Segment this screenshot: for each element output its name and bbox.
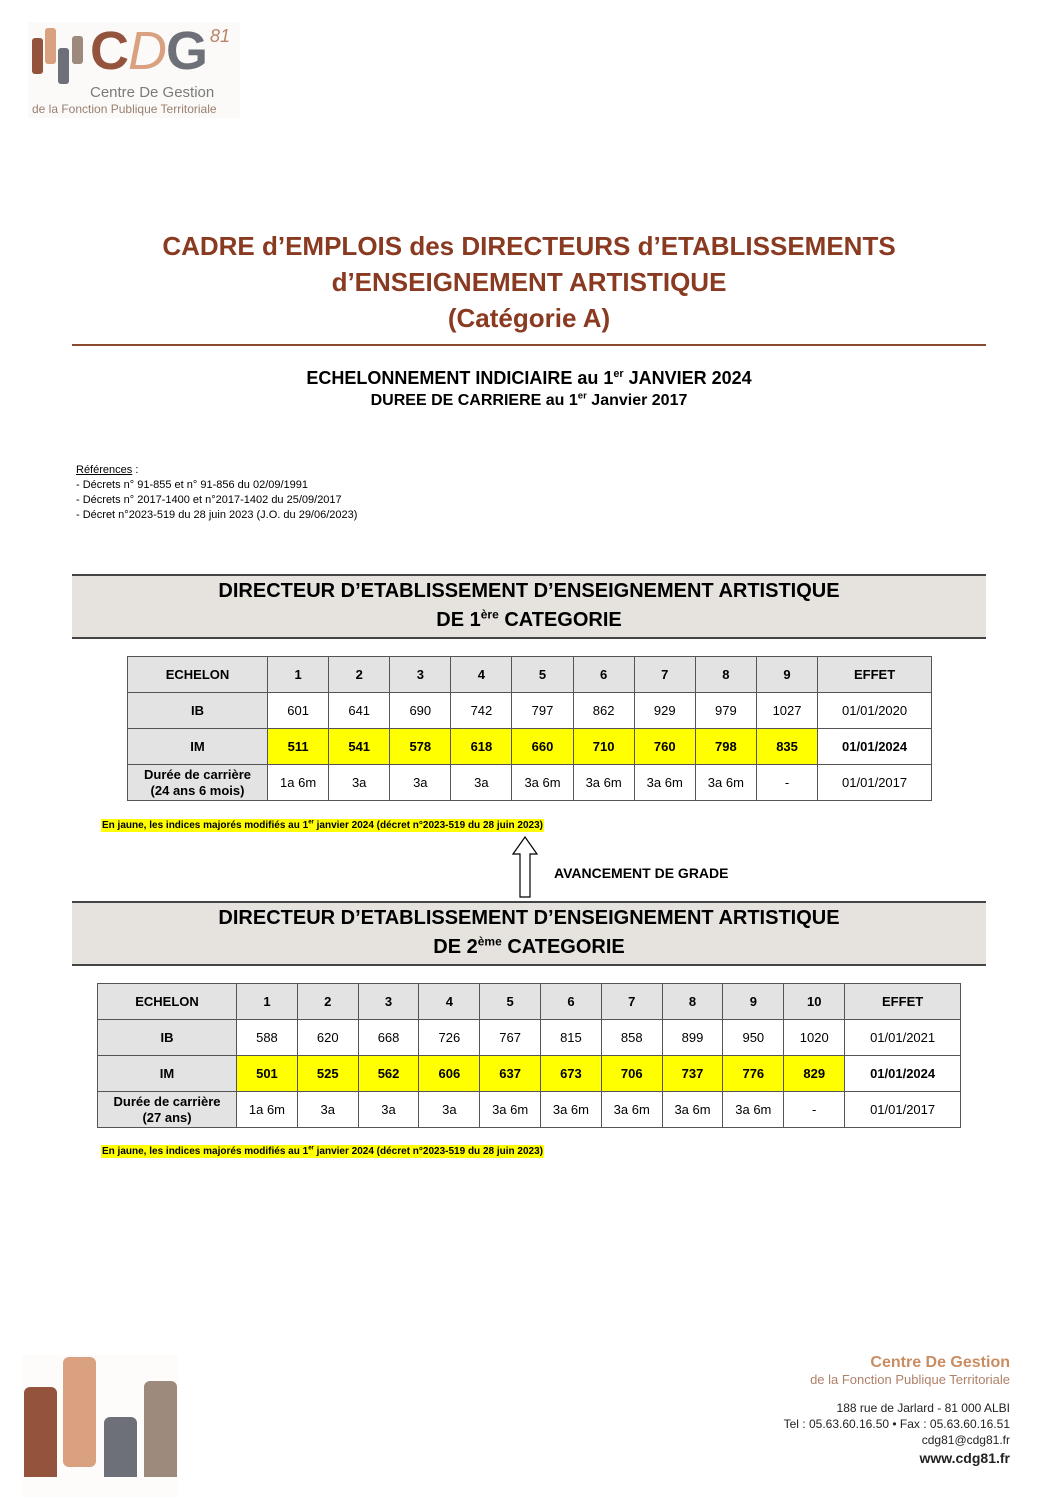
echelon-number: 9 [723,984,784,1020]
avancement-label: AVANCEMENT DE GRADE [554,865,729,881]
footer-website[interactable]: www.cdg81.fr [919,1450,1010,1466]
im-value: 606 [419,1056,480,1092]
logo-bar-slate [58,48,69,84]
logo-line2: de la Fonction Publique Territoriale [32,102,217,116]
ib-value: 620 [297,1020,358,1056]
up-arrow-icon [512,836,538,898]
im-value: 760 [634,729,695,765]
logo-bar-taupe [72,36,83,64]
echelon-number: 6 [573,657,634,693]
duree-label [98,1092,237,1128]
title-divider [72,344,986,346]
reference-item: - Décrets n° 91-855 et n° 91-856 du 02/09/1991 [76,479,309,491]
footer-contact [784,1354,1010,1468]
ib-value: 899 [662,1020,723,1056]
im-value: 835 [756,729,817,765]
im-value: 673 [541,1056,602,1092]
logo-bar-rust [32,38,43,74]
duree-value: - [784,1092,845,1128]
echelon-number: 3 [358,984,419,1020]
document-title [72,228,986,336]
section-1-banner-line1: DIRECTEUR D’ETABLISSEMENT D’ENSEIGNEMENT ARTISTIQUE [218,580,840,602]
im-value: 525 [297,1056,358,1092]
echelon-number: 7 [601,984,662,1020]
echelon-number: 7 [634,657,695,693]
im-value: 501 [237,1056,298,1092]
reference-item: - Décrets n° 2017-1400 et n°2017-1402 du 25/09/2017 [76,494,342,506]
footer-org-line2: de la Fonction Publique Territoriale [810,1372,1010,1387]
ib-value: 979 [695,693,756,729]
ib-value: 950 [723,1020,784,1056]
ib-value: 858 [601,1020,662,1056]
im-value: 562 [358,1056,419,1092]
subtitle [72,366,986,412]
duree-label-line2: (24 ans 6 mois) [150,782,245,798]
logo-line1: Centre De Gestion [90,84,215,101]
logo-bar-peach [45,28,56,64]
subtitle-line1: ECHELONNEMENT INDICIAIRE au 1er JANVIER 2024 [306,368,752,388]
im-label: IM [128,729,268,765]
echelon-number: 1 [268,657,329,693]
im-value: 511 [268,729,329,765]
im-value: 829 [784,1056,845,1092]
im-row [128,729,932,765]
im-value: 660 [512,729,573,765]
ib-value: 862 [573,693,634,729]
im-value: 737 [662,1056,723,1092]
duree-effet: 01/01/2017 [845,1092,961,1128]
duree-value: 3a 6m [723,1092,784,1128]
duree-value: - [756,765,817,801]
footer-bar-peach [63,1357,96,1467]
table-header-row [128,657,932,693]
im-value: 578 [390,729,451,765]
im-value: 541 [329,729,390,765]
section-2-banner-line2: DE 2ème CATEGORIE [433,934,625,958]
footer-org-line1: Centre De Gestion [870,1354,1010,1371]
title-line1: CADRE d’EMPLOIS des DIRECTEURS d’ETABLISSEMENTS [162,231,896,261]
echelon-number: 10 [784,984,845,1020]
im-label: IM [98,1056,237,1092]
duree-value: 3a 6m [601,1092,662,1128]
im-value: 798 [695,729,756,765]
echelon-number: 2 [297,984,358,1020]
ib-value: 815 [541,1020,602,1056]
duree-label-line1: Durée de carrière [113,1093,221,1109]
footer-email[interactable]: cdg81@cdg81.fr [921,1433,1010,1447]
duree-value: 3a 6m [634,765,695,801]
echelon-number: 6 [541,984,602,1020]
echelon-number: 8 [662,984,723,1020]
duree-effet: 01/01/2017 [818,765,932,801]
footer-logo-bars [22,1355,178,1497]
duree-value: 3a 6m [541,1092,602,1128]
duree-value: 3a 6m [695,765,756,801]
ib-label: IB [128,693,268,729]
echelon-number: 8 [695,657,756,693]
ib-value: 742 [451,693,512,729]
ib-effet: 01/01/2020 [818,693,932,729]
ib-value: 1020 [784,1020,845,1056]
duree-value: 3a 6m [662,1092,723,1128]
im-value: 618 [451,729,512,765]
title-line2: d’ENSEIGNEMENT ARTISTIQUE [331,267,727,297]
ib-value: 726 [419,1020,480,1056]
footer-bar-taupe [144,1381,177,1477]
duree-value: 3a [390,765,451,801]
ib-value: 601 [268,693,329,729]
section-1-note: En jaune, les indices majorés modifiés au 1er janvier 2024 (décret n°2023-519 du 28 juin 2023) [102,819,543,831]
duree-value: 3a 6m [573,765,634,801]
ib-effet: 01/01/2021 [845,1020,961,1056]
ib-value: 767 [480,1020,541,1056]
echelon-number: 3 [390,657,451,693]
duree-value: 3a [297,1092,358,1128]
echelon-number: 9 [756,657,817,693]
footer-phone-fax: Tel : 05.63.60.16.50 • Fax : 05.63.60.16.51 [783,1417,1010,1431]
duree-value: 3a [419,1092,480,1128]
footer-address: 188 rue de Jarlard - 81 000 ALBI [836,1401,1010,1415]
title-line3: (Catégorie A) [447,303,611,333]
duree-value: 3a [329,765,390,801]
echelon-number: 2 [329,657,390,693]
im-effet: 01/01/2024 [845,1056,961,1092]
echelon-number: 5 [512,657,573,693]
cdg81-logo [28,22,240,118]
echelon-number: 4 [451,657,512,693]
duree-value: 3a [451,765,512,801]
subtitle-line2: DUREE DE CARRIERE au 1er Janvier 2017 [370,390,688,409]
ib-value: 588 [237,1020,298,1056]
section-2-table [97,983,961,1128]
im-effet: 01/01/2024 [818,729,932,765]
im-value: 776 [723,1056,784,1092]
ib-value: 797 [512,693,573,729]
duree-value: 3a 6m [480,1092,541,1128]
references [76,463,357,523]
section-1-table [127,656,932,801]
duree-value: 3a 6m [512,765,573,801]
duree-value: 1a 6m [268,765,329,801]
im-value: 710 [573,729,634,765]
section-2-banner [72,901,986,966]
im-row [98,1056,961,1092]
section-1-banner [72,574,986,639]
reference-item: - Décret n°2023-519 du 28 juin 2023 (J.O. du 29/06/2023) [76,509,358,521]
table-header-row [98,984,961,1020]
echelon-number: 4 [419,984,480,1020]
duree-label-line2: (27 ans) [142,1109,192,1125]
im-value: 637 [480,1056,541,1092]
ib-value: 1027 [756,693,817,729]
footer-bar-slate [104,1417,137,1477]
duree-row [98,1092,961,1128]
logo-number: 81 [210,26,231,46]
ib-label: IB [98,1020,237,1056]
effet-header: EFFET [818,657,932,693]
section-1-banner-line2: DE 1ère CATEGORIE [436,607,622,631]
ib-value: 668 [358,1020,419,1056]
ib-value: 641 [329,693,390,729]
echelon-number: 5 [480,984,541,1020]
duree-label [128,765,268,801]
section-2-note: En jaune, les indices majorés modifiés au 1er janvier 2024 (décret n°2023-519 du 28 juin 2023) [102,1145,543,1157]
duree-label-line1: Durée de carrière [144,766,251,782]
ib-value: 690 [390,693,451,729]
im-value: 706 [601,1056,662,1092]
logo-wordmark: CDG [90,21,208,81]
ib-value: 929 [634,693,695,729]
echelon-number: 1 [237,984,298,1020]
ib-row [128,693,932,729]
duree-value: 3a [358,1092,419,1128]
section-2-banner-line1: DIRECTEUR D’ETABLISSEMENT D’ENSEIGNEMENT ARTISTIQUE [218,907,840,929]
duree-value: 1a 6m [237,1092,298,1128]
ib-row [98,1020,961,1056]
echelon-header: ECHELON [128,657,268,693]
references-heading: Références : [76,464,139,476]
echelon-header: ECHELON [98,984,237,1020]
duree-row [128,765,932,801]
effet-header: EFFET [845,984,961,1020]
footer-bar-rust [24,1387,57,1477]
